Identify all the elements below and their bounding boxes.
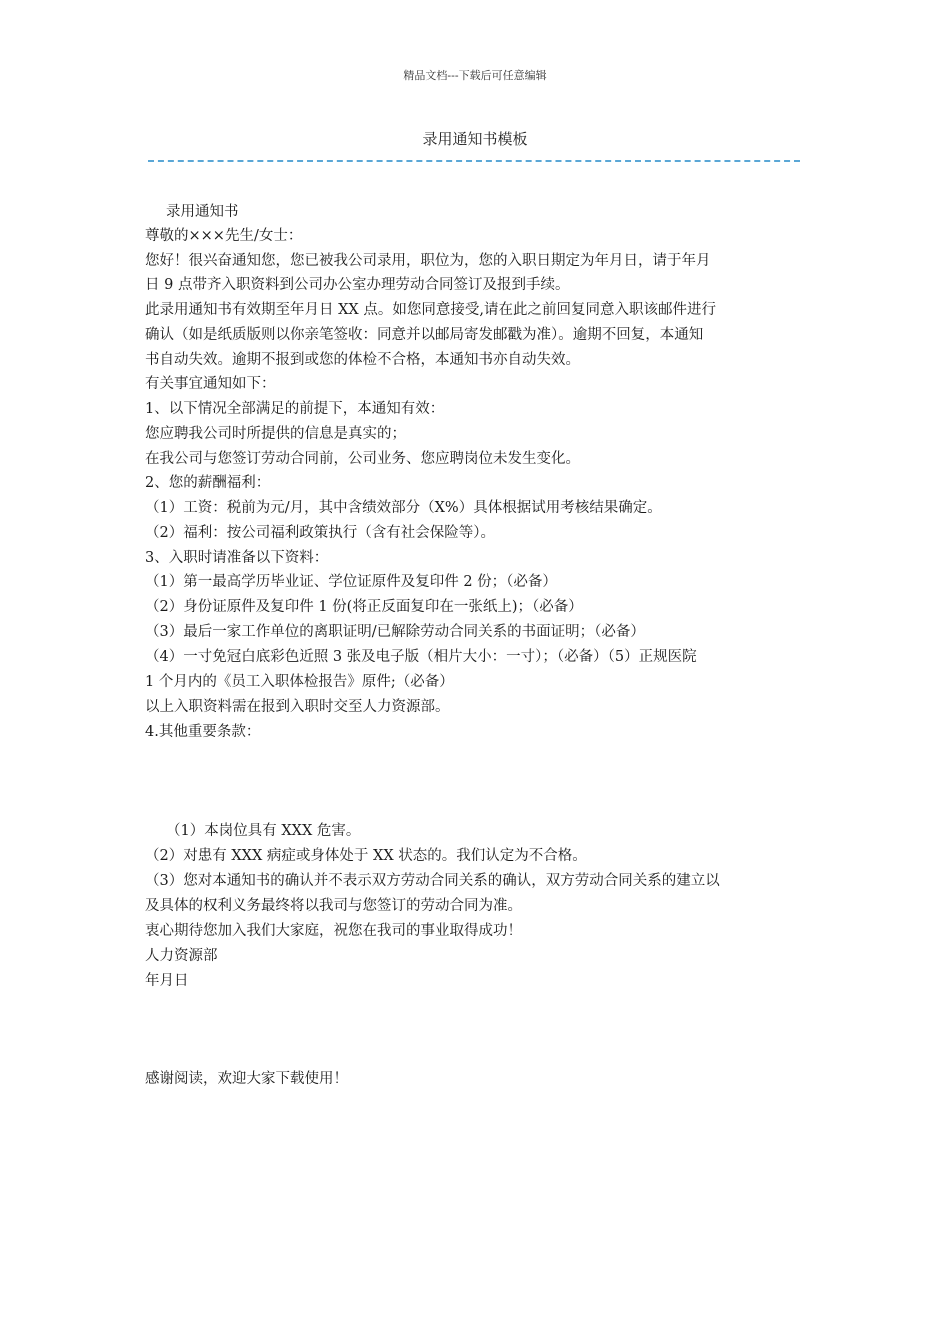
salutation: 尊敬的×××先生/女士： xyxy=(145,228,303,244)
body-line: 您应聘我公司时所提供的信息是真实的； xyxy=(145,426,406,442)
list-item: （2）对患有 XXX 病症或身体处于 XX 状态的。我们认定为不合格。 xyxy=(145,848,587,864)
section-intro: 有关事宜通知如下： xyxy=(145,376,276,392)
letter-heading: 录用通知书 xyxy=(166,204,239,220)
body-line: 以上入职资料需在报到入职时交至人力资源部。 xyxy=(145,699,450,715)
body-line: 您好！很兴奋通知您，您已被我公司录用，职位为，您的入职日期定为年月日，请于年月 xyxy=(145,253,711,269)
signature-department: 人力资源部 xyxy=(145,948,218,964)
signature-date: 年月日 xyxy=(145,973,189,989)
body-line: 此录用通知书有效期至年月日 XX 点。如您同意接受,请在此之前回复同意入职该邮件进行 xyxy=(145,302,716,318)
body-line: 日 9 点带齐入职资料到公司办公室办理劳动合同签订及报到手续。 xyxy=(145,277,570,293)
title-dashed-divider xyxy=(148,160,800,162)
closing-line: 衷心期待您加入我们大家庭，祝您在我司的事业取得成功！ xyxy=(145,923,522,939)
list-item: 及具体的权利义务最终将以我司与您签订的劳动合同为准。 xyxy=(145,898,522,914)
section-heading: 1、以下情况全部满足的前提下，本通知有效： xyxy=(145,401,445,417)
list-item: （1）本岗位具有 XXX 危害。 xyxy=(166,823,361,839)
section-heading: 3、入职时请准备以下资料： xyxy=(145,550,329,566)
list-item: 1 个月内的《员工入职体检报告》原件;（必备） xyxy=(145,674,454,690)
header-note: 精品文档---下载后可任意编辑 xyxy=(403,69,547,82)
list-item: （2）身份证原件及复印件 1 份(将正反面复印在一张纸上)；（必备） xyxy=(145,599,583,615)
body-line: 书自动失效。逾期不报到或您的体检不合格，本通知书亦自动失效。 xyxy=(145,352,580,368)
list-item: （1）第一最高学历毕业证、学位证原件及复印件 2 份；（必备） xyxy=(145,574,557,590)
list-item: （4）一寸免冠白底彩色近照 3 张及电子版（相片大小：一寸）；（必备）（5）正规医院 xyxy=(145,649,697,665)
body-line: 在我公司与您签订劳动合同前，公司业务、您应聘岗位未发生变化。 xyxy=(145,451,580,467)
section-heading: 4.其他重要条款： xyxy=(145,724,261,740)
list-item: （3）最后一家工作单位的离职证明/已解除劳动合同关系的书面证明；（必备） xyxy=(145,624,645,640)
list-item: （2）福利：按公司福利政策执行（含有社会保险等）。 xyxy=(145,525,495,541)
body-line: 确认（如是纸质版则以你亲笔签收：同意并以邮局寄发邮戳为准）。逾期不回复，本通知 xyxy=(145,327,704,343)
document-title: 录用通知书模板 xyxy=(422,130,528,148)
list-item: （3）您对本通知书的确认并不表示双方劳动合同关系的确认，双方劳动合同关系的建立以 xyxy=(145,873,720,889)
list-item: （1）工资：税前为元/月，其中含绩效部分（X%）具体根据试用考核结果确定。 xyxy=(145,500,662,516)
section-heading: 2、您的薪酬福利： xyxy=(145,475,271,491)
footer-thanks: 感谢阅读，欢迎大家下载使用！ xyxy=(145,1071,348,1087)
